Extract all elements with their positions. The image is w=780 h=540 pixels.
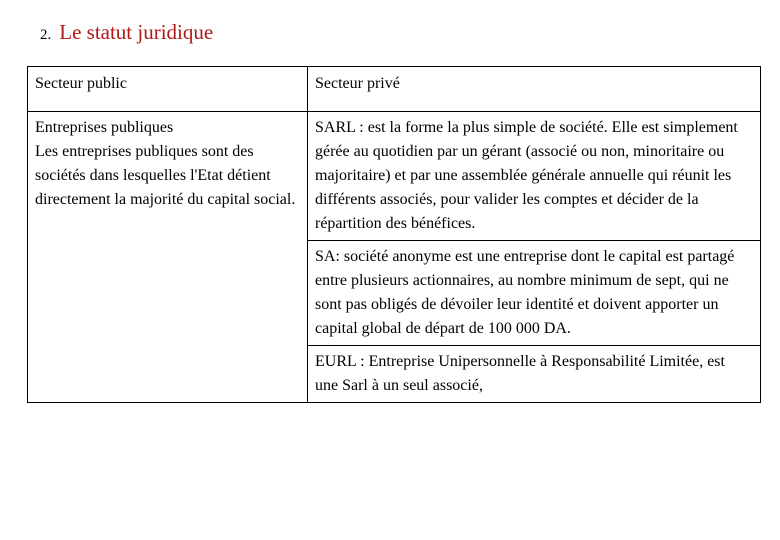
section-number: 2. [40, 27, 52, 43]
section-title: Le statut juridique [59, 20, 214, 44]
legal-status-table [27, 66, 761, 403]
sarl-definition-cell: SARL : est la forme la plus simple de société. Elle est simplement gérée au quotidien par un gérant (associé ou non, minoritaire ou majoritaire) et par une assemblée générale annuelle qui réunit les différents associés, pour valider les comptes et décider de la répartition des bénéfices. [308, 112, 761, 241]
table-header-row [28, 67, 761, 112]
table-row [28, 112, 761, 241]
public-sector-cell [28, 112, 308, 403]
sa-definition-cell: SA: société anonyme est une entreprise dont le capital est partagé entre plusieurs actionnaires, au nombre minimum de sept, qui ne sont pas obligés de dévoiler leur identité et doivent apporter un capital global de départ de 100 000 DA. [308, 241, 761, 346]
section-heading [40, 20, 213, 45]
public-enterprises-description: Les entreprises publiques sont des sociétés dans lesquelles l'Etat détient directement la majorité du capital social. [35, 143, 296, 208]
header-public-sector: Secteur public [28, 67, 308, 112]
header-private-sector: Secteur privé [308, 67, 761, 112]
eurl-definition-cell: EURL : Entreprise Unipersonnelle à Responsabilité Limitée, est une Sarl à un seul associé, [308, 346, 761, 403]
public-enterprises-title: Entreprises publiques [35, 119, 174, 136]
